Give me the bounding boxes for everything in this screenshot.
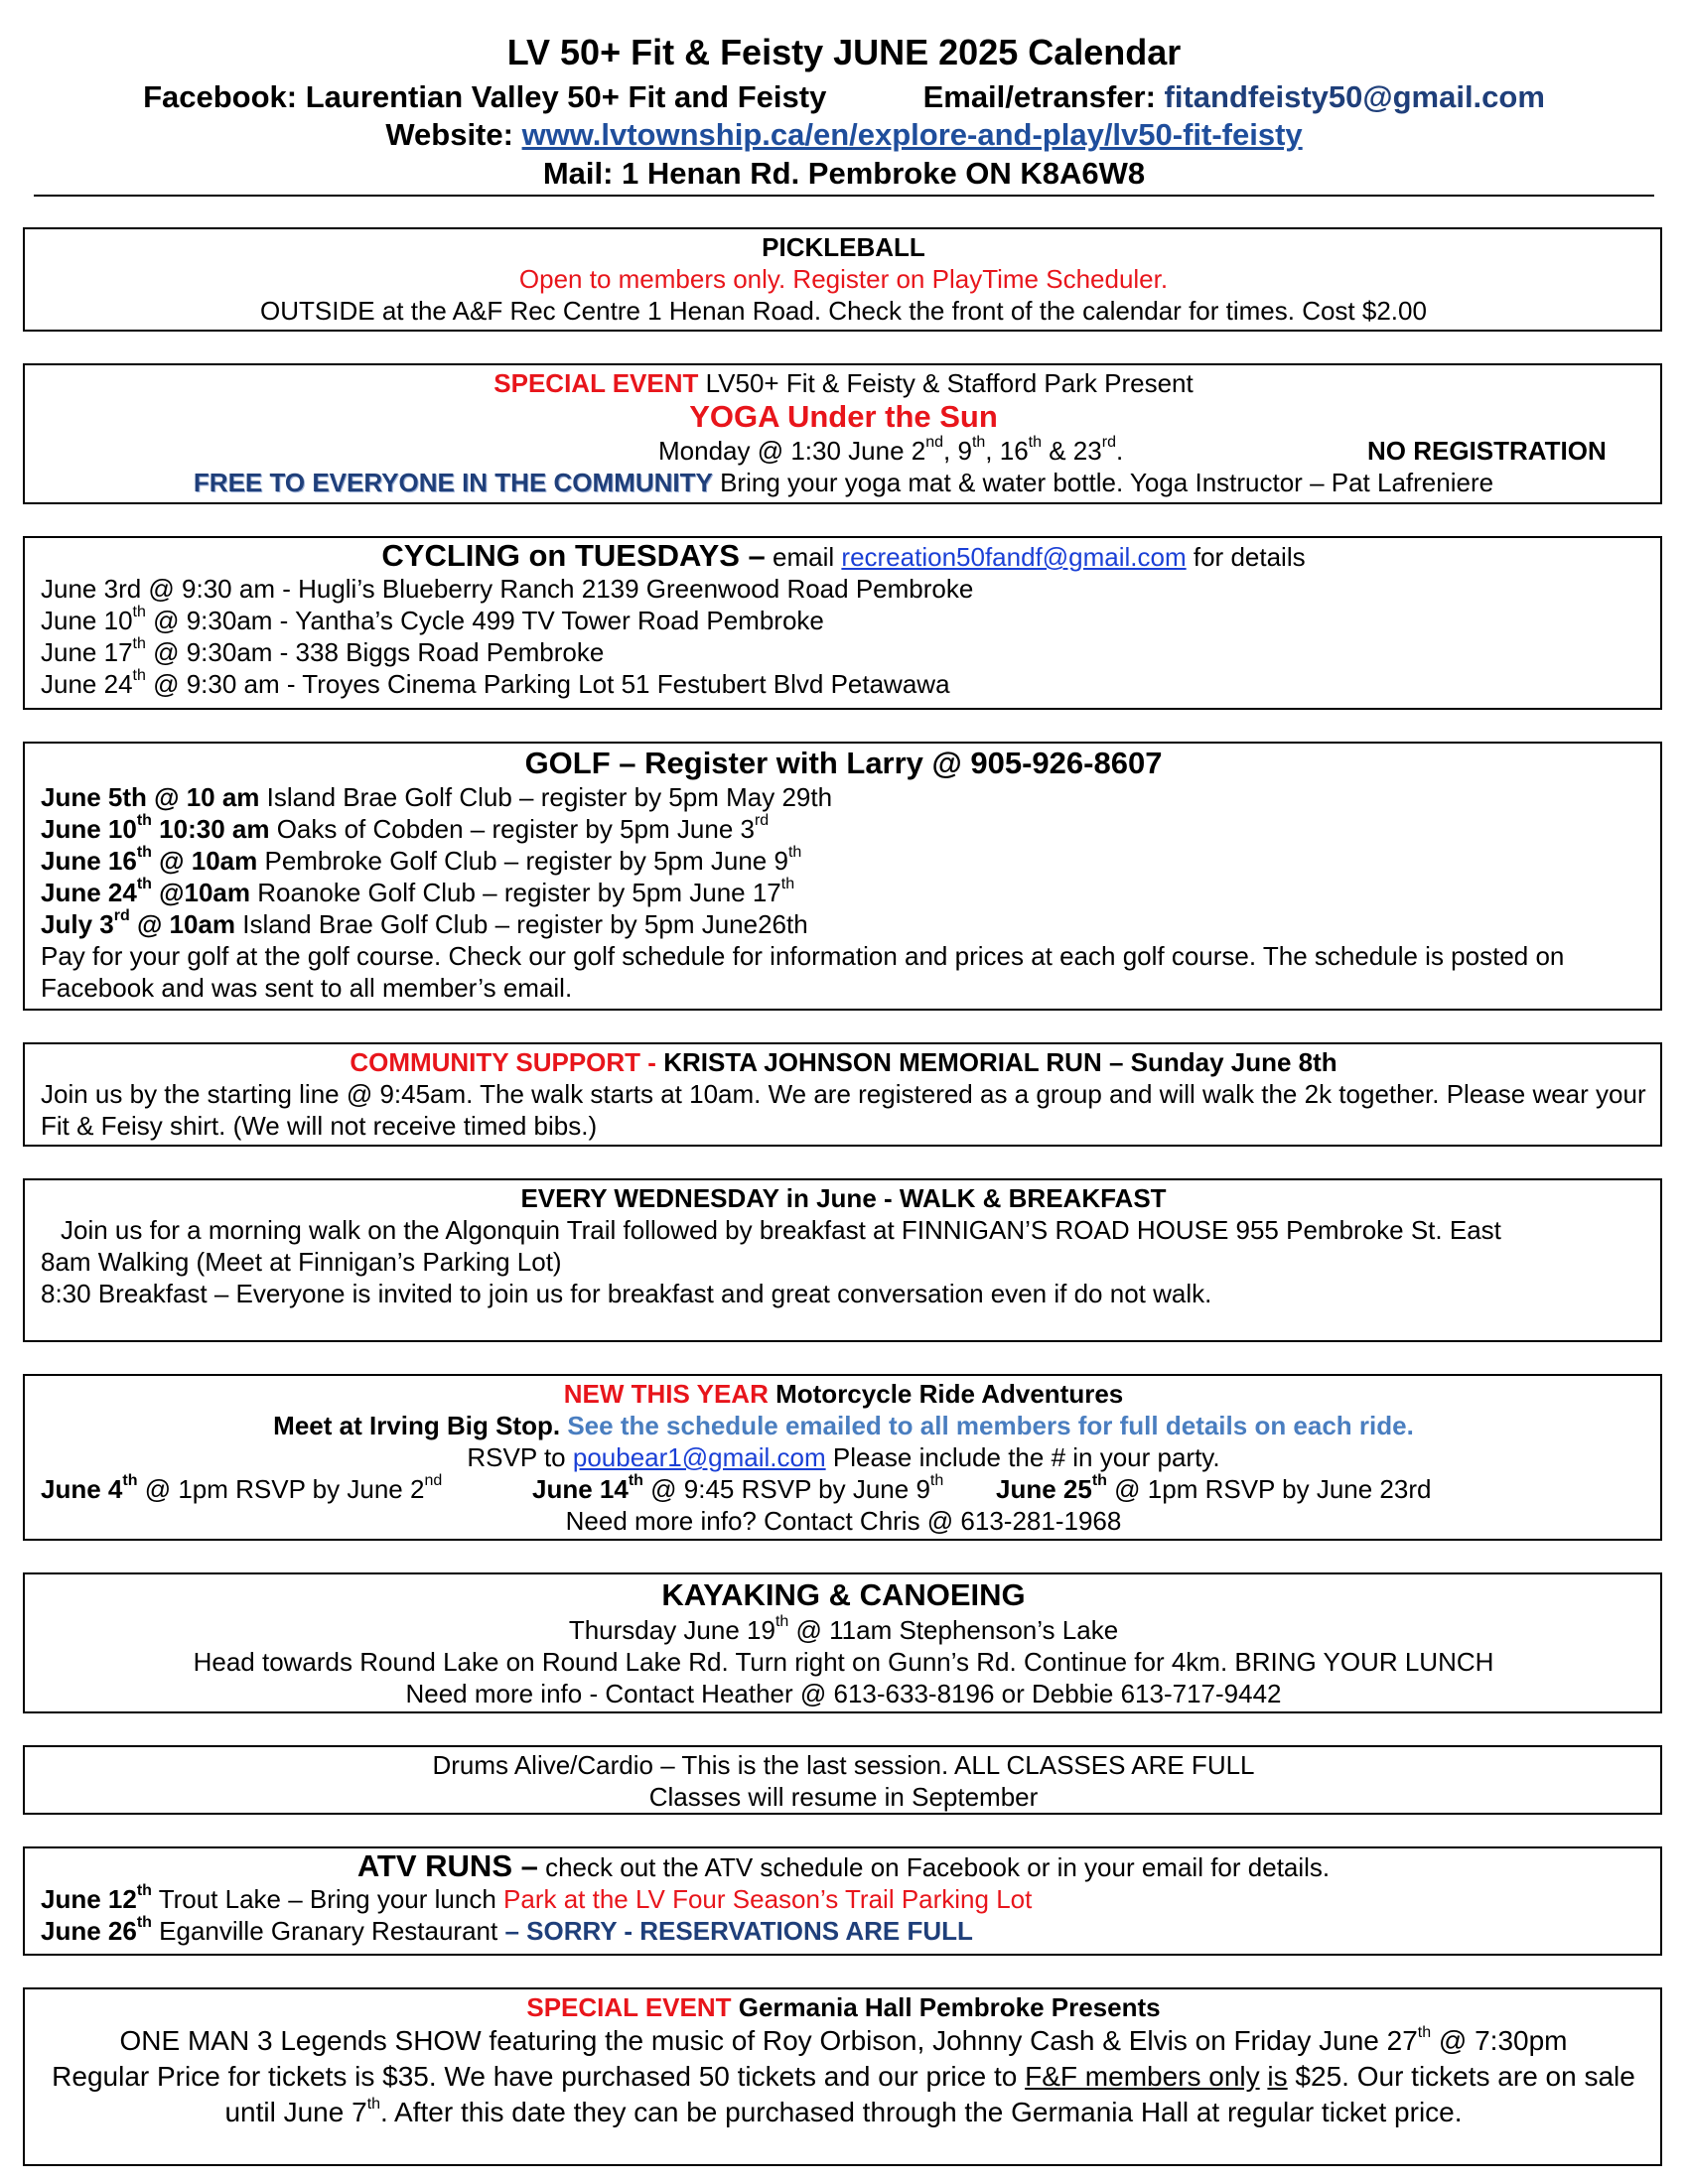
- golf-row: July 3rd @ 10am Island Brae Golf Club – register by 5pm June26th: [41, 907, 808, 939]
- kayak-date: Thursday June 19th @ 11am Stephenson’s Lake: [568, 1613, 1119, 1645]
- yoga-free-label: FREE TO EVERYONE IN THE COMMUNITY: [193, 468, 713, 497]
- atv-sub: check out the ATV schedule on Facebook or in your email for details.: [545, 1852, 1331, 1882]
- atv-row: June 12th Trout Lake – Bring your lunch Park at the LV Four Season’s Trail Parking Lot: [41, 1882, 1033, 1914]
- atv-title: ATV RUNS –: [356, 1848, 538, 1883]
- page-title: LV 50+ Fit & Feisty JUNE 2025 Calendar: [506, 32, 1182, 72]
- show-special-label: SPECIAL EVENT: [526, 1992, 732, 2022]
- run-title: KRISTA JOHNSON MEMORIAL RUN – Sunday June 8th: [663, 1047, 1337, 1077]
- kayak-info: Need more info - Contact Heather @ 613-633-8196 or Debbie 613-717-9442: [405, 1679, 1282, 1708]
- cycling-ride: June 24th @ 9:30 am - Troyes Cinema Parking Lot 51 Festubert Blvd Petawawa: [41, 667, 950, 699]
- cycling-email-post: for details: [1193, 542, 1306, 572]
- show-header: [41, 1991, 1646, 2023]
- walk-line: 8am Walking (Meet at Finnigan’s Parking Lot): [41, 1247, 562, 1277]
- yoga-presenter: LV50+ Fit & Feisty & Stafford Park Present: [705, 368, 1194, 398]
- cycling-ride: June 10th @ 9:30am - Yantha’s Cycle 499 TV Tower Road Pembroke: [41, 604, 824, 635]
- facebook-label: Facebook: Laurentian Valley 50+ Fit and Feisty: [143, 79, 827, 114]
- atv-header: [41, 1850, 1646, 1883]
- cycling-box: [23, 536, 1662, 710]
- yoga-special-label: SPECIAL EVENT: [493, 368, 699, 398]
- drums-box: [23, 1745, 1662, 1815]
- kayak-box: [23, 1572, 1662, 1713]
- golf-note: Pay for your golf at the golf course. Check our golf schedule for information and prices at each golf course. The schedule is posted on Facebook and was sent to all member’s email.: [41, 941, 1565, 1003]
- moto-info: Need more info? Contact Chris @ 613-281-1968: [565, 1506, 1122, 1536]
- email-label: Email/etransfer:: [922, 79, 1156, 114]
- walk-line: Join us for a morning walk on the Algonquin Trail followed by breakfast at FINNIGAN’S ROAD HOUSE 955 Pembroke St. East: [61, 1215, 1501, 1245]
- golf-row: June 10th 10:30 am Oaks of Cobden – register by 5pm June 3rd: [41, 812, 770, 844]
- atv-box: [23, 1846, 1662, 1956]
- contact-line: [30, 79, 1658, 115]
- show-title: Germania Hall Pembroke Presents: [738, 1992, 1161, 2022]
- website-line: [30, 117, 1658, 153]
- website-link[interactable]: www.lvtownship.ca/en/explore-and-play/lv50-fit-feisty: [521, 117, 1303, 152]
- show-line: Regular Price for tickets is $35. We have purchased 50 tickets and our price to F&F members only is $25. Our tickets are on sale: [52, 2061, 1635, 2092]
- walk-line: 8:30 Breakfast – Everyone is invited to join us for breakfast and great conversation even if do not walk.: [41, 1279, 1212, 1308]
- golf-box: [23, 742, 1662, 1011]
- walk-title: EVERY WEDNESDAY in June - WALK & BREAKFAST: [520, 1183, 1167, 1213]
- yoga-intro: [41, 367, 1646, 399]
- kayak-directions: Head towards Round Lake on Round Lake Rd. Turn right on Gunn’s Rd. Continue for 4km. BRING YOUR LUNCH: [193, 1647, 1494, 1677]
- yoga-dates-row: [41, 435, 1646, 467]
- yoga-bring: Bring your yoga mat & water bottle. Yoga Instructor – Pat Lafreniere: [720, 468, 1494, 497]
- email-link[interactable]: fitandfeisty50@gmail.com: [1164, 79, 1545, 114]
- cycling-ride: June 3rd @ 9:30 am - Hugli’s Blueberry Ranch 2139 Greenwood Road Pembroke: [41, 574, 974, 604]
- moto-meet-row: [41, 1410, 1646, 1441]
- golf-title: GOLF – Register with Larry @ 905-926-8607: [524, 746, 1163, 780]
- moto-box: [23, 1374, 1662, 1541]
- pickleball-details: OUTSIDE at the A&F Rec Centre 1 Henan Road. Check the front of the calendar for times. Cost $2.00: [260, 296, 1427, 326]
- run-box: [23, 1042, 1662, 1147]
- yoga-title: YOGA Under the Sun: [689, 399, 998, 434]
- walk-box: [23, 1178, 1662, 1342]
- show-line: until June 7th. After this date they can be purchased through the Germania Hall at regular ticket price.: [224, 2095, 1463, 2127]
- run-header: [41, 1046, 1646, 1078]
- moto-new-label: NEW THIS YEAR: [563, 1379, 769, 1409]
- moto-date: June 4th @ 1pm RSVP by June 2nd: [41, 1472, 443, 1504]
- show-line: ONE MAN 3 Legends SHOW featuring the music of Roy Orbison, Johnny Cash & Elvis on Friday June 27th @ 7:30pm: [119, 2023, 1568, 2056]
- cycling-title: CYCLING on TUESDAYS –: [381, 538, 766, 573]
- mail-address: Mail: 1 Henan Rd. Pembroke ON K8A6W8: [542, 156, 1146, 191]
- cycling-email-pre: email: [773, 542, 835, 572]
- yoga-free-row: [41, 467, 1646, 498]
- show-box: [23, 1987, 1662, 2166]
- moto-date: June 25th @ 1pm RSVP by June 23rd: [996, 1472, 1432, 1504]
- moto-header: [41, 1378, 1646, 1410]
- moto-rsvp-post: Please include the # in your party.: [832, 1442, 1220, 1472]
- run-label: COMMUNITY SUPPORT -: [350, 1047, 656, 1077]
- yoga-no-registration: NO REGISTRATION: [1367, 436, 1607, 466]
- golf-row: June 24th @10am Roanoke Golf Club – register by 5pm June 17th: [41, 876, 795, 907]
- website-label: Website:: [385, 117, 513, 152]
- moto-title: Motorcycle Ride Adventures: [775, 1379, 1124, 1409]
- golf-row: June 5th @ 10 am Island Brae Golf Club – register by 5pm May 29th: [41, 782, 833, 812]
- drums-line: Drums Alive/Cardio – This is the last session. ALL CLASSES ARE FULL: [432, 1750, 1255, 1780]
- pickleball-title: PICKLEBALL: [762, 232, 925, 262]
- pickleball-box: [23, 227, 1662, 332]
- atv-row: June 26th Eganville Granary Restaurant – SORRY - RESERVATIONS ARE FULL: [41, 1914, 973, 1946]
- cycling-header: [41, 540, 1646, 573]
- moto-date: June 14th @ 9:45 RSVP by June 9th: [532, 1472, 944, 1504]
- yoga-dates: Monday @ 1:30 June 2nd, 9th, 16th & 23rd.: [658, 434, 1124, 466]
- moto-schedule: See the schedule emailed to all members for full details on each ride.: [567, 1411, 1414, 1440]
- drums-line: Classes will resume in September: [648, 1782, 1039, 1812]
- moto-rsvp-pre: RSVP to: [467, 1442, 566, 1472]
- moto-rsvp-email[interactable]: poubear1@gmail.com: [572, 1442, 826, 1472]
- moto-rsvp-row: [41, 1441, 1646, 1473]
- run-text: Join us by the starting line @ 9:45am. The walk starts at 10am. We are registered as a group and will walk the 2k together. Please wear your Fit & Feisy shirt. (We will not receive timed bibs.): [41, 1079, 1646, 1141]
- cycling-email-link[interactable]: recreation50fandf@gmail.com: [841, 542, 1187, 572]
- header-divider: [34, 195, 1654, 197]
- pickleball-note: Open to members only. Register on PlayTime Scheduler.: [518, 264, 1169, 294]
- yoga-box: [23, 363, 1662, 504]
- kayak-title: KAYAKING & CANOEING: [661, 1577, 1026, 1612]
- cycling-ride: June 17th @ 9:30am - 338 Biggs Road Pembroke: [41, 635, 605, 667]
- moto-dates-row: [41, 1473, 1646, 1505]
- golf-row: June 16th @ 10am Pembroke Golf Club – register by 5pm June 9th: [41, 844, 802, 876]
- moto-meet: Meet at Irving Big Stop.: [273, 1411, 561, 1440]
